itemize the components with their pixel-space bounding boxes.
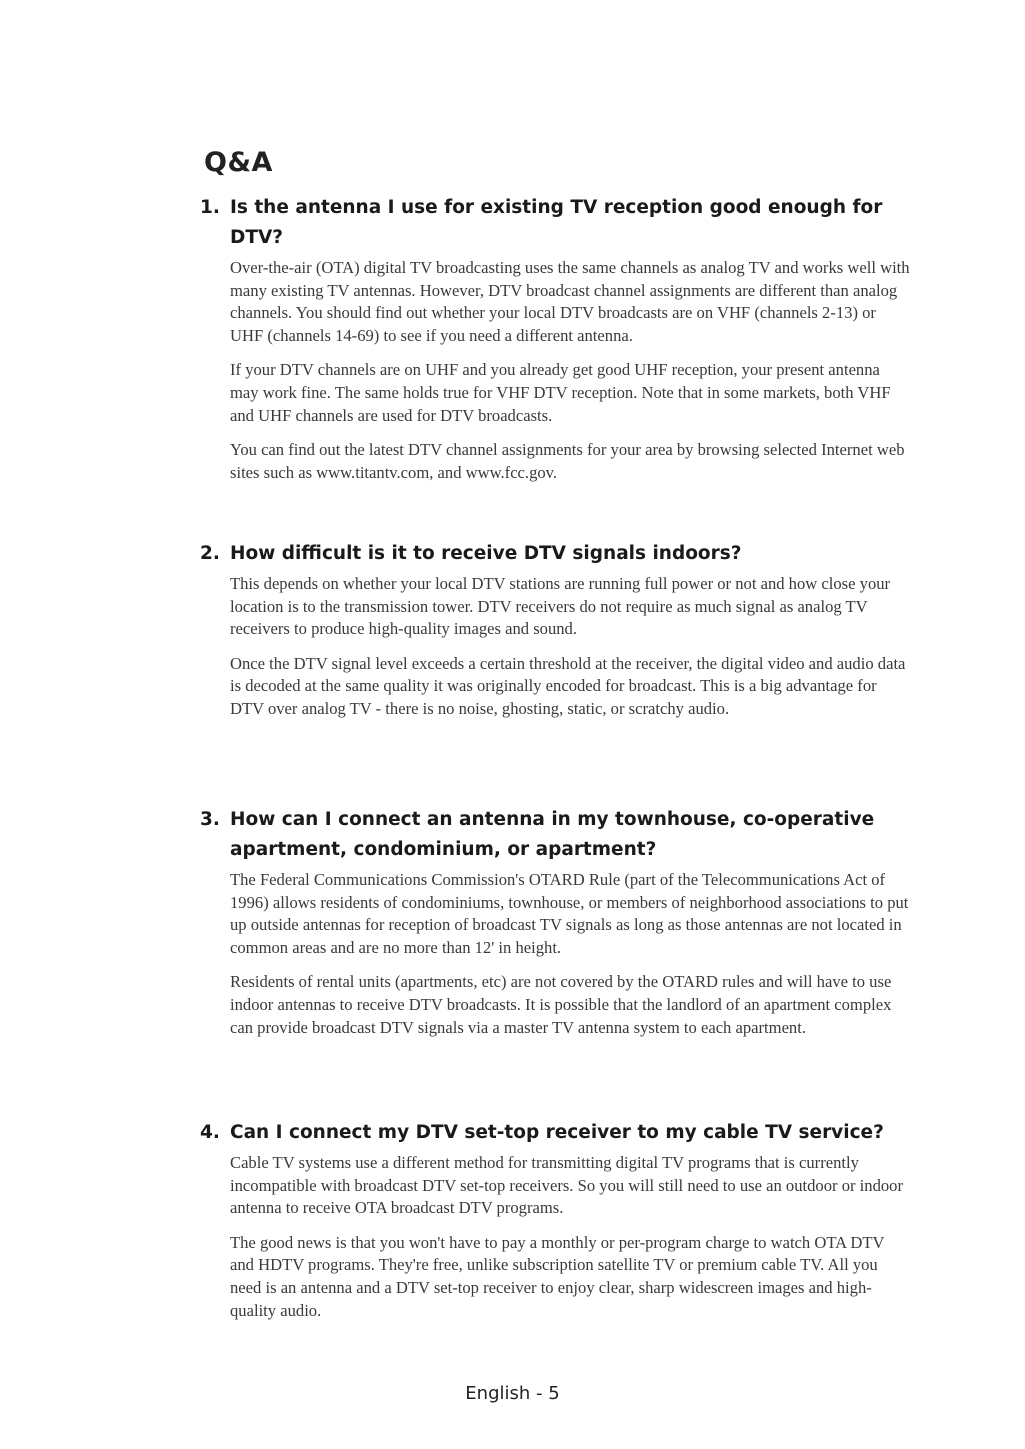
answer — [230, 257, 910, 484]
question-number: 3. — [200, 809, 220, 830]
answer-paragraph: If your DTV channels are on UHF and you already get good UHF reception, your present antenna may work fine. The same holds true for VHF DTV reception. Note that in some markets, both VHF and UHF channels are used for DTV broadcasts. — [230, 360, 891, 425]
question-text: Can I connect my DTV set-top receiver to my cable TV service? — [230, 1122, 884, 1143]
page-footer: English - 5 — [465, 1383, 560, 1404]
answer-paragraph: You can find out the latest DTV channel assignments for your area by browsing selected Internet web sites such as www.titantv.com, and www.fcc.gov. — [230, 440, 905, 482]
answer-paragraph: The good news is that you won't have to pay a monthly or per-program charge to watch OTA DTV and HDTV programs. They're free, unlike subscription satellite TV or premium cable TV. All you need is an antenna and a DTV set-top receiver to enjoy clear, sharp widescreen images and high-quality audio. — [230, 1232, 885, 1320]
question-number: 1. — [200, 197, 220, 218]
qa-item-4 — [200, 1118, 935, 1334]
qa-item-1 — [200, 193, 935, 496]
qa-item-3 — [200, 805, 935, 1051]
answer-paragraph: Over-the-air (OTA) digital TV broadcasting uses the same channels as analog TV and works well with many existing TV antennas. However, DTV broadcast channel assignments are different than analog channels. You should find out whether your local DTV broadcasts are on VHF (channels 2-13) or UHF (channels 14-69) to see if you need a different antenna. — [230, 258, 910, 345]
question-number: 2. — [200, 543, 220, 564]
question-heading — [200, 193, 935, 253]
question-text: Is the antenna I use for existing TV reception good enough for DTV? — [230, 197, 883, 248]
answer — [230, 573, 910, 721]
question-heading — [200, 539, 935, 569]
answer-paragraph: Cable TV systems use a different method for transmitting digital TV programs that is currently incompatible with broadcast DTV set-top receivers. So you will still need to use an outdoor or indoor antenna to receive OTA broadcast DTV programs. — [230, 1153, 903, 1218]
answer — [230, 869, 910, 1039]
qa-item-2 — [200, 539, 935, 733]
page-title: Q&A — [204, 147, 273, 178]
question-text: How can I connect an antenna in my townhouse, co-operative apartment, condominium, or apartment? — [230, 809, 875, 860]
answer — [230, 1152, 910, 1322]
question-number: 4. — [200, 1122, 220, 1143]
question-heading — [200, 1118, 935, 1148]
answer-paragraph: Once the DTV signal level exceeds a certain threshold at the receiver, the digital video and audio data is decoded at the same quality it was originally encoded for broadcast. This is a big advantage for DTV over analog TV - there is no noise, ghosting, static, or scratchy audio. — [230, 653, 906, 718]
answer-paragraph: Residents of rental units (apartments, etc) are not covered by the OTARD rules and will have to use indoor antennas to receive DTV broadcasts. It is possible that the landlord of an apartment complex can provide broadcast DTV signals via a master TV antenna system to each apartment. — [230, 972, 892, 1037]
question-heading — [200, 805, 935, 865]
question-text: How difficult is it to receive DTV signals indoors? — [230, 543, 742, 564]
answer-paragraph: This depends on whether your local DTV stations are running full power or not and how close your location is to the transmission tower. DTV receivers do not require as much signal as analog TV receivers to produce high-quality images and sound. — [230, 574, 891, 639]
answer-paragraph: The Federal Communications Commission's OTARD Rule (part of the Telecommunications Act of 1996) allows residents of condominiums, townhouse, or members of neighborhood associations to put up outside antennas for reception of broadcast TV signals as long as those antennas are not located in common areas and are no more than 12' in height. — [230, 870, 909, 957]
